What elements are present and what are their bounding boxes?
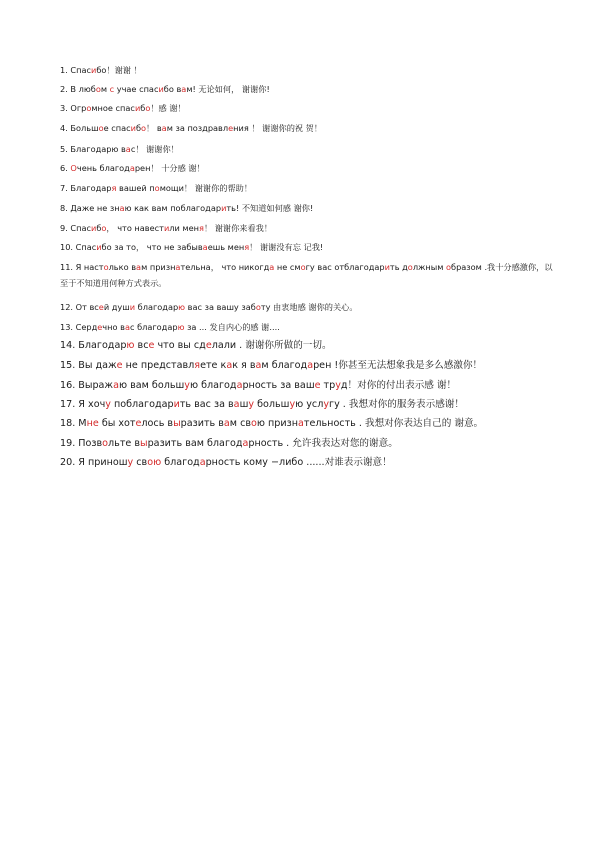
highlighted-letter: е — [205, 340, 212, 351]
highlighted-letter: у — [248, 399, 255, 410]
phrase-text: 6. — [60, 163, 71, 173]
highlighted-letter: а — [119, 203, 125, 213]
highlighted-letter: и — [91, 65, 97, 75]
phrase-line-12 — [60, 301, 560, 313]
phrase-text: ть вас за в — [179, 399, 234, 410]
phrase-text: ете к — [200, 360, 227, 371]
phrase-line-3 — [60, 102, 560, 114]
phrase-text: ю благод — [189, 380, 237, 391]
highlighted-letter: а — [236, 380, 243, 391]
phrase-text: разить вам благод — [147, 438, 243, 449]
highlighted-letter: о — [145, 103, 151, 113]
phrase-text: с！ 谢谢你！ — [130, 144, 179, 154]
phrase-text: ю призн — [256, 418, 298, 429]
phrase-text: 18. М — [60, 418, 87, 429]
phrase-text: 17. Я хоч — [60, 399, 106, 410]
phrase-text: вас за вашу заб — [185, 302, 256, 312]
highlighted-letter: а — [199, 457, 206, 468]
highlighted-letter: о — [101, 223, 107, 233]
phrase-text: вс — [134, 340, 149, 351]
phrase-text: ， что навест — [106, 223, 164, 233]
phrase-line-6 — [60, 162, 560, 174]
phrase-text: б — [140, 103, 146, 113]
highlighted-letter: е — [98, 302, 104, 312]
phrase-text: 19. Позв — [60, 438, 103, 449]
highlighted-letter: а — [233, 399, 240, 410]
phrase-text: 8. Даже не зн — [60, 203, 120, 213]
highlighted-letter: у — [184, 380, 190, 391]
highlighted-letter: и — [173, 399, 180, 410]
phrase-line-11 — [60, 259, 555, 291]
phrase-text: бо в — [163, 84, 182, 94]
phrase-text: мощи！ 谢谢你的帮助！ — [159, 183, 253, 193]
phrase-text: ту 由衷地感 谢你的关心。 — [260, 302, 358, 312]
phrase-text: ！ в — [146, 123, 162, 133]
phrase-text: ！感 谢！ — [150, 103, 186, 113]
highlighted-letter: ю — [153, 457, 162, 468]
highlighted-letter: ы — [173, 418, 181, 429]
phrase-text: 4. Больш — [60, 123, 99, 133]
highlighted-letter: а — [161, 123, 167, 133]
phrase-text: рность . 允许我表达对您的谢意。 — [248, 438, 398, 449]
phrase-line-7 — [60, 182, 560, 194]
phrase-text: бы хот — [98, 418, 136, 429]
phrase-line-14 — [60, 340, 560, 352]
phrase-text: гу . 我想对你的服务表示感谢！ — [329, 399, 465, 410]
phrase-line-8 — [60, 202, 560, 214]
phrase-text: ......对谁表示谢意！ — [306, 457, 392, 468]
phrase-text: 2. В люб — [60, 84, 96, 94]
highlighted-letter: о — [141, 123, 147, 133]
phrase-text: чень благод — [76, 163, 130, 173]
highlighted-letter: о — [98, 123, 104, 133]
phrase-text: не представл — [122, 360, 195, 371]
highlighted-letter: я — [199, 223, 204, 233]
phrase-text: тельна， что никогд — [180, 262, 270, 272]
phrase-text: 10. Спас — [60, 242, 97, 252]
highlighted-letter: у — [323, 399, 330, 410]
phrase-text: 15. Вы даж — [60, 360, 117, 371]
phrase-text: д — [402, 262, 408, 272]
highlighted-letter: у — [127, 457, 134, 468]
phrase-text: мное спас — [91, 103, 135, 113]
phrase-text: б — [96, 223, 102, 233]
phrase-text: 9. Спас — [60, 223, 92, 233]
highlighted-letter: и — [91, 223, 97, 233]
highlighted-letter: о — [255, 302, 261, 312]
phrase-text: 7. Благодар — [60, 183, 112, 193]
phrase-text: к я в — [232, 360, 256, 371]
phrase-text: 3. Огр — [60, 103, 87, 113]
highlighted-letter: и — [221, 203, 227, 213]
phrase-text: рность кому −либо — [205, 457, 307, 468]
highlighted-letter: а — [129, 163, 135, 173]
highlighted-letter: а — [136, 262, 142, 272]
phrase-text: за ... 发自内心的感 谢.... — [184, 322, 280, 332]
highlighted-letter: ю — [126, 340, 135, 351]
phrase-text: рность за ваш — [242, 380, 315, 391]
phrase-text: м — [100, 84, 110, 94]
phrase-text: ш — [239, 399, 249, 410]
phrase-text: тр — [320, 380, 336, 391]
highlighted-letter: и — [134, 103, 141, 113]
highlighted-letter: я — [244, 242, 250, 252]
phrase-text: м св — [229, 418, 252, 429]
highlighted-letter: и — [384, 262, 390, 272]
phrase-line-19 — [60, 438, 560, 450]
highlighted-letter: о — [251, 418, 257, 429]
highlighted-letter: о — [103, 262, 109, 272]
highlighted-letter: а — [125, 144, 131, 154]
phrase-text: 1. Спас — [60, 65, 92, 75]
highlighted-letter: а — [223, 418, 230, 429]
phrase-text: 20. Я принош — [60, 457, 128, 468]
highlighted-letter: у — [289, 399, 296, 410]
highlighted-letter: а — [226, 360, 233, 371]
highlighted-letter: о — [300, 262, 306, 272]
highlighted-letter: у — [335, 380, 341, 391]
highlighted-letter: о — [102, 438, 109, 449]
highlighted-letter: а — [255, 360, 262, 371]
highlighted-letter: я — [111, 183, 117, 193]
phrase-text: гу вас отблагодар — [305, 262, 385, 272]
highlighted-letter: а — [242, 438, 249, 449]
phrase-line-18 — [60, 418, 560, 430]
phrase-text: с благодар — [129, 322, 178, 332]
phrase-text: лось в — [141, 418, 174, 429]
phrase-text: д！对你的付出表示感 谢！ — [340, 380, 457, 391]
phrase-text: больш — [254, 399, 290, 410]
phrase-text: 16. Выраж — [60, 380, 114, 391]
highlighted-letter: е — [135, 418, 142, 429]
phrase-text: льте в — [108, 438, 141, 449]
phrase-line-5 — [60, 143, 560, 155]
phrase-text: лжным — [412, 262, 447, 272]
phrase-text: рен !你甚至无法想象我是多么感激你！ — [313, 360, 483, 371]
phrase-line-2 — [60, 83, 560, 95]
highlighted-letter: о — [407, 262, 413, 272]
phrase-text: рен！ 十分感 谢！ — [134, 163, 205, 173]
highlighted-letter: е — [92, 418, 99, 429]
phrase-text: ния ！ 谢谢你的祝 贺！ — [233, 123, 323, 133]
highlighted-letter: ю — [178, 302, 186, 312]
phrase-text: бо！谢谢 ！ — [96, 65, 142, 75]
phrase-text: бразом .我十分感激你，以至于不知道用何种方式表示。 — [60, 262, 553, 288]
highlighted-letter: е — [116, 360, 123, 371]
phrase-text: св — [133, 457, 148, 468]
highlighted-letter: а — [181, 84, 187, 94]
highlighted-letter: а — [202, 242, 208, 252]
phrase-text: ！ 谢谢没有忘 记我! — [249, 242, 324, 252]
phrase-text: лали . 谢谢你所做的一切。 — [211, 340, 332, 351]
phrase-text: тельность . 我想对你表达自己的 谢意。 — [303, 418, 484, 429]
highlighted-letter: ю — [177, 322, 185, 332]
highlighted-letter: ы — [140, 438, 148, 449]
highlighted-letter: н — [86, 418, 93, 429]
phrase-line-4 — [60, 122, 560, 134]
highlighted-letter: о — [147, 457, 154, 468]
phrase-text: разить в — [180, 418, 224, 429]
highlighted-letter: а — [175, 262, 181, 272]
phrase-line-13 — [60, 321, 560, 333]
phrase-text: вашей п — [116, 183, 155, 193]
phrase-line-17 — [60, 399, 560, 411]
phrase-text: 13. Серд — [60, 322, 98, 332]
highlighted-letter: а — [124, 322, 130, 332]
highlighted-letter: и — [163, 223, 170, 233]
phrase-text: что вы сд — [154, 340, 206, 351]
phrase-text: 14. Благодар — [60, 340, 127, 351]
highlighted-letter: у — [105, 399, 111, 410]
phrase-text: не см — [274, 262, 301, 272]
highlighted-letter: о — [86, 103, 92, 113]
phrase-text: й душ — [103, 302, 130, 312]
highlighted-letter: о — [446, 262, 452, 272]
highlighted-letter: и — [129, 302, 136, 312]
phrase-text: благодар — [135, 302, 179, 312]
highlighted-letter: и — [96, 242, 102, 252]
phrase-text: ю усл — [295, 399, 324, 410]
phrase-text: благод — [161, 457, 200, 468]
highlighted-letter: а — [113, 380, 119, 391]
phrase-line-10 — [60, 241, 560, 253]
highlighted-letter: и — [130, 123, 136, 133]
phrase-text: м! 无论如何， 谢谢你! — [186, 84, 270, 94]
phrase-text: е спас — [103, 123, 131, 133]
phrase-text: м за поздравл — [166, 123, 229, 133]
phrase-text: ю как вам поблагодар — [124, 203, 222, 213]
highlighted-letter: с — [109, 84, 115, 94]
highlighted-letter: о — [154, 183, 160, 193]
phrase-text: ть — [389, 262, 403, 272]
highlighted-letter: а — [269, 262, 275, 272]
phrase-text: поблагодар — [110, 399, 174, 410]
highlighted-letter: а — [298, 418, 304, 429]
highlighted-letter: е — [148, 340, 155, 351]
phrase-text: 11. Я наст — [60, 262, 104, 272]
phrase-text: чно в — [102, 322, 125, 332]
highlighted-letter: и — [158, 84, 164, 94]
phrase-text: м благод — [261, 360, 308, 371]
highlighted-letter: я — [194, 360, 201, 371]
highlighted-letter: е — [97, 322, 103, 332]
phrase-text: лько в — [108, 262, 137, 272]
highlighted-letter: е — [228, 123, 234, 133]
phrase-line-15 — [60, 360, 560, 372]
highlighted-letter: о — [95, 84, 101, 94]
phrase-text: ть! 不知道如何感 谢你! — [226, 203, 314, 213]
phrase-line-9 — [60, 222, 560, 234]
phrase-text: 12. От вс — [60, 302, 99, 312]
phrase-text: 5. Благодарю в — [60, 144, 126, 154]
phrase-text: ю вам больш — [118, 380, 185, 391]
phrase-text: учае спас — [114, 84, 159, 94]
phrase-text: ли мен — [169, 223, 199, 233]
phrase-line-16 — [60, 380, 560, 392]
highlighted-letter: а — [307, 360, 314, 371]
highlighted-letter: О — [70, 163, 77, 173]
phrase-text: м призн — [141, 262, 176, 272]
phrase-text: бо за то， что не забыв — [101, 242, 203, 252]
phrase-text: ！ 谢谢你来看我！ — [203, 223, 273, 233]
phrase-line-1 — [60, 64, 560, 76]
phrase-text: б — [135, 123, 142, 133]
highlighted-letter: е — [314, 380, 321, 391]
phrase-line-20 — [60, 457, 560, 469]
phrase-text: ешь мен — [207, 242, 245, 252]
